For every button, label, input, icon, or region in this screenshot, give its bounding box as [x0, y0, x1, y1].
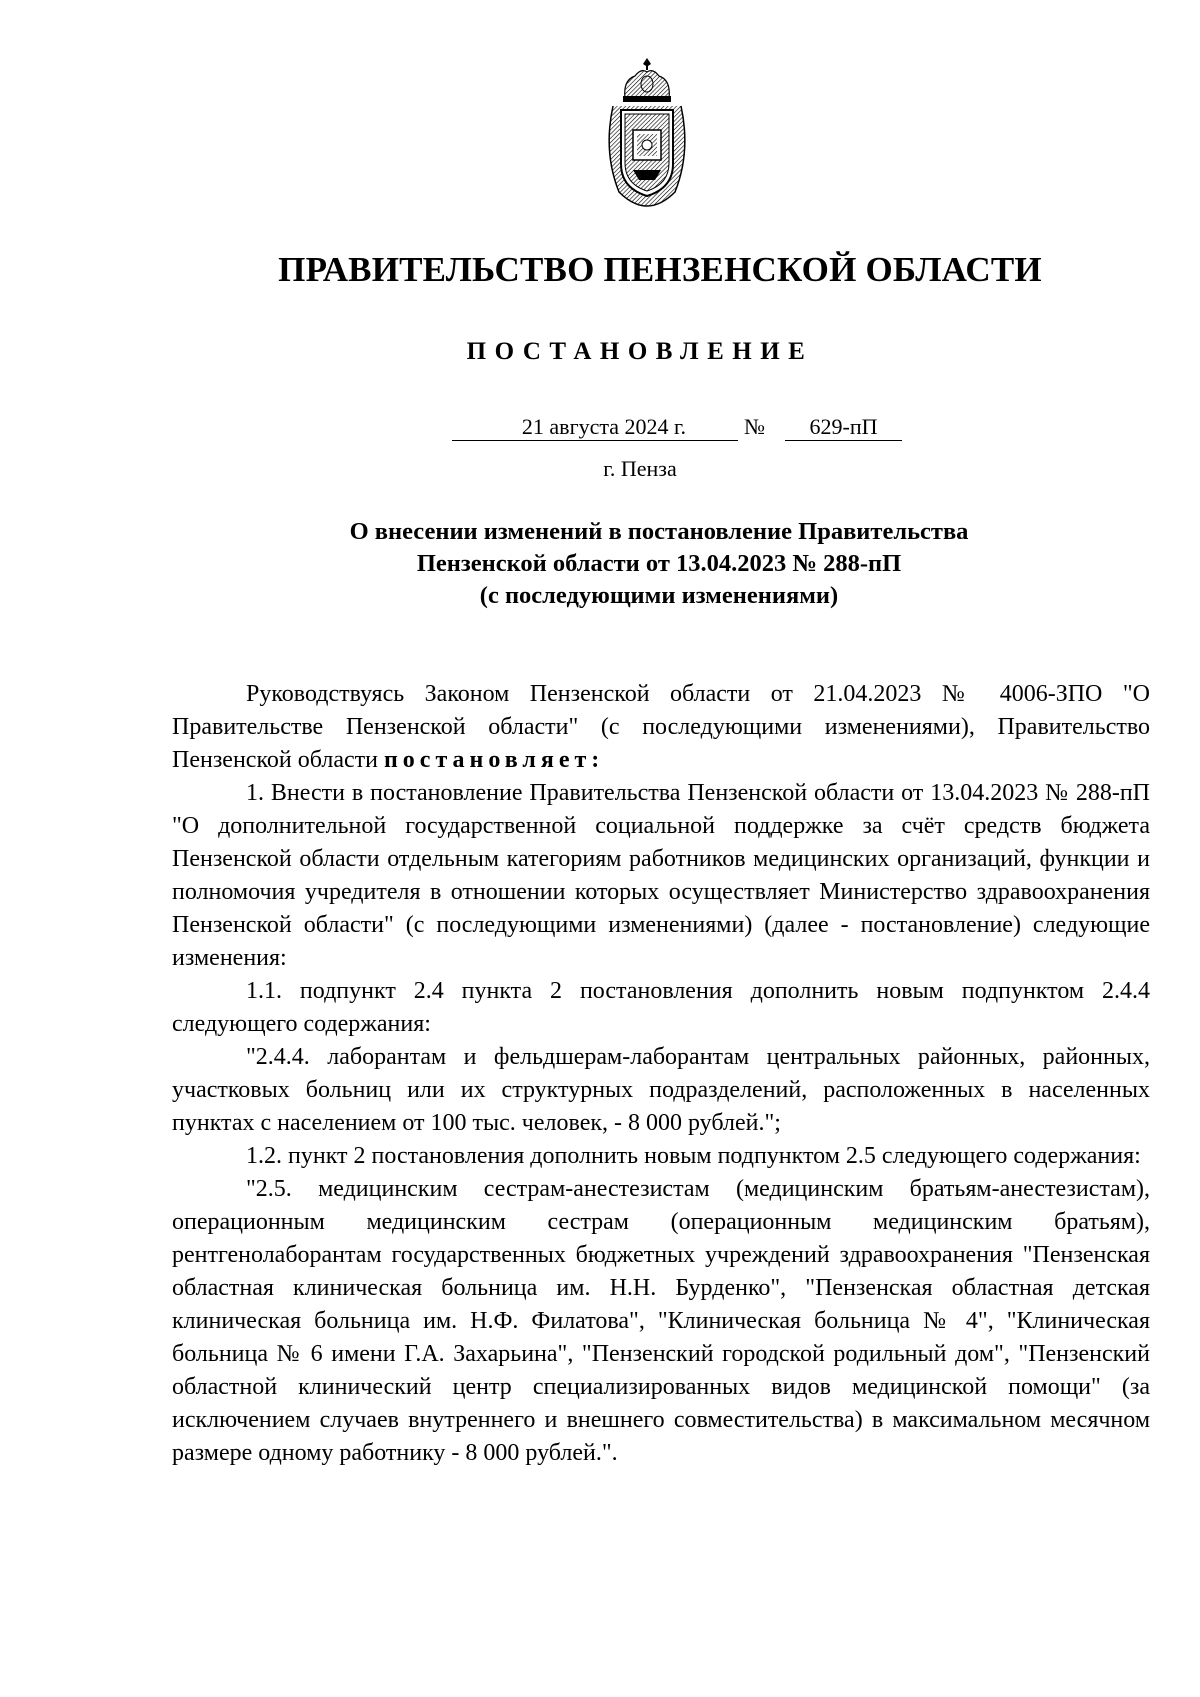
item-1-2-paragraph: 1.2. пункт 2 постановления дополнить новым подпунктом 2.5 следующего содержания:	[246, 1143, 1141, 1169]
decree-word: постановляет:	[383, 747, 605, 773]
item-1-1-paragraph: 1.1. подпункт 2.4 пункта 2 постановления дополнить новым подпунктом 2.4.4 следующего содержания:	[172, 978, 1150, 1037]
document-body	[172, 678, 1150, 1470]
number-sign: №	[744, 414, 765, 439]
item-2-5-text: "2.5. медицинским сестрам-анестезистам (медицинским братьям-анестезистам), операционным медицинским сестрам (операционным медицинским братьям), рентгенолаборантам государственных бюджетных учреждений здравоохранения "Пензенская областная клиническая больница им. Н.Н. Бурденко", "Пензенская областная детская клиническая больница им. Н.Ф. Филатова", "Клиническая больница № 4", "Клиническая больница № 6 имени Г.А. Захарьина", "Пензенский городской родильный дом", "Пензенский областной клинический центр специализированных видов медицинской помощи" (за исключением случаев внутреннего и внешнего совместительства) в максимальном месячном размере одному работнику - 8 000 рублей.".	[172, 1176, 1150, 1466]
heading-line-3: (с последующими изменениями)	[479, 582, 839, 609]
document-city: г. Пенза	[603, 456, 677, 481]
document-number: 629-пП	[785, 414, 902, 441]
organization-title: ПРАВИТЕЛЬСТВО ПЕНЗЕНСКОЙ ОБЛАСТИ	[278, 250, 1042, 289]
item-1-paragraph: 1. Внести в постановление Правительства Пензенской области от 13.04.2023 № 288-пП "О дополнительной государственной социальной поддержке за счёт средств бюджета Пензенской области отдельным категориям работников медицинских организаций, функции и полномочия учредителя в отношении которых осуществляет Министерство здравоохранения Пензенской области" (с последующими изменениями) (далее - постановление) следующие изменения:	[172, 780, 1150, 971]
document-date: 21 августа 2024 г.	[452, 414, 738, 441]
item-2-4-4-text: "2.4.4. лаборантам и фельдшерам-лаборантам центральных районных, районных, участковых больниц или их структурных подразделений, расположенных в населенных пунктах с населением от 100 тыс. человек, - 8 000 рублей.";	[172, 1044, 1150, 1136]
coat-of-arms-icon	[599, 56, 695, 208]
preamble-paragraph	[172, 678, 1150, 777]
document-heading	[0, 516, 1200, 612]
preamble-text: Руководствуясь Законом Пензенской области от 21.04.2023 № 4006-ЗПО "О Правительстве Пензенской области" (с последующими изменениями), Правительство Пензенской области	[172, 681, 1150, 773]
document-type: ПОСТАНОВЛЕНИЕ	[466, 338, 814, 365]
heading-line-1: О внесении изменений в постановление Правительства	[349, 518, 969, 545]
heading-line-2: Пензенской области от 13.04.2023 № 288-пП	[416, 550, 902, 577]
